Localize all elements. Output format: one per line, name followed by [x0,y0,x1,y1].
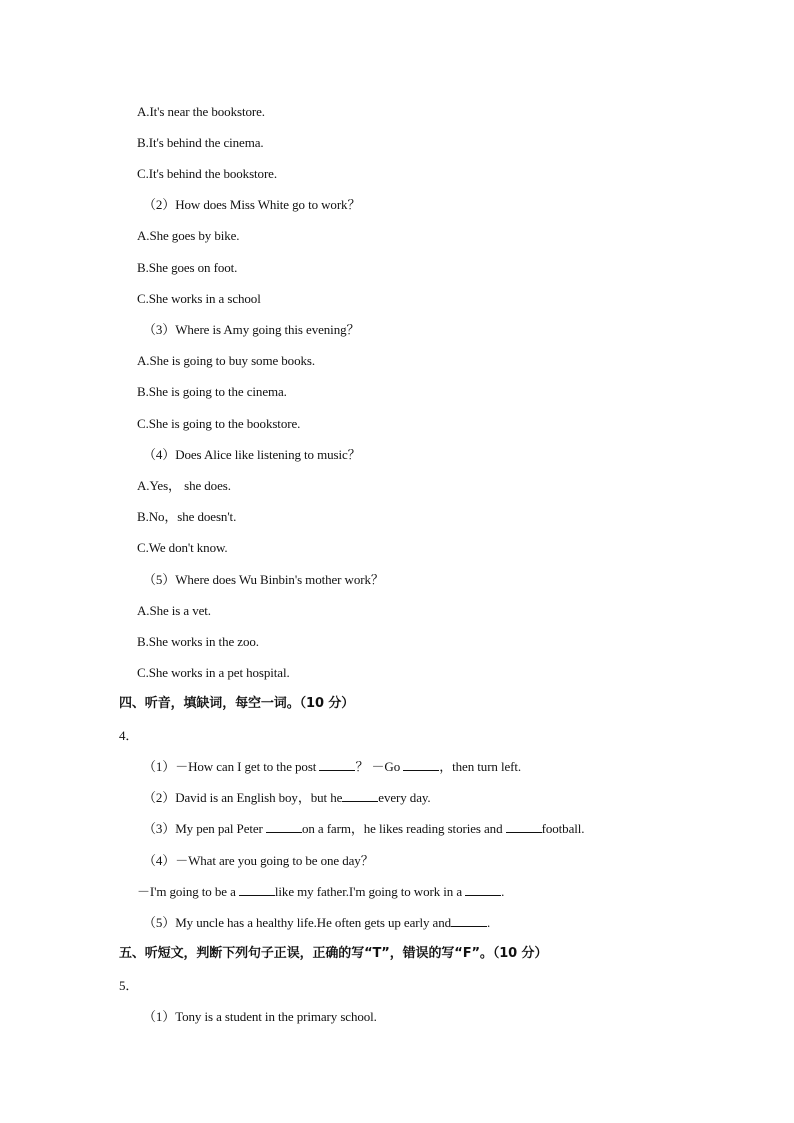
option-q4-b: B.No，she doesn't. [137,509,237,524]
fill-item-3-text-a: （3）My pen pal Peter [143,821,266,836]
fill-item-1 [143,758,521,776]
fill-item-5-text-a: （5）My uncle has a healthy life.He often gets up early and [143,915,452,930]
option-q4-a: A.Yes， she does. [137,478,231,493]
option-q3-a: A.She is going to buy some books. [137,353,315,368]
fill-item-4-text-a: －I'm going to be a [137,884,239,899]
section-4-heading: 四、听音，填缺词，每空一词。（10 分） [119,696,355,711]
question-5: （5）Where does Wu Binbin's mother work？ [143,572,384,587]
fill-item-3 [143,820,584,838]
fill-item-4-text-b: like my father.I'm going to work in a [274,884,466,899]
answer-blank[interactable] [403,758,439,771]
option-q1-c: C.It's behind the bookstore. [137,166,277,181]
fill-item-2-text-a: （2）David is an English boy，but he [143,790,343,805]
answer-blank[interactable] [451,914,487,927]
fill-item-2 [143,789,431,807]
fill-item-4-answer [137,883,504,901]
fill-item-2-text-b: every day. [378,790,431,805]
fill-item-4-question: （4）－What are you going to be one day？ [143,853,374,868]
answer-blank[interactable] [342,789,378,802]
option-q3-b: B.She is going to the cinema. [137,384,287,399]
option-q4-c: C.We don't know. [137,540,228,555]
fill-item-3-text-b: on a farm，he likes reading stories and [301,821,506,836]
option-q5-c: C.She works in a pet hospital. [137,665,290,680]
fill-item-5 [143,914,490,932]
option-q5-b: B.She works in the zoo. [137,634,259,649]
fill-item-4-text-c: . [501,884,505,899]
option-q1-a: A.It's near the bookstore. [137,104,265,119]
option-q2-b: B.She goes on foot. [137,260,238,275]
section-5-number: 5． [119,978,139,993]
question-3: （3）Where is Amy going this evening？ [143,322,360,337]
option-q2-a: A.She goes by bike. [137,228,240,243]
question-2: （2）How does Miss White go to work？ [143,197,361,212]
option-q1-b: B.It's behind the cinema. [137,135,264,150]
answer-blank[interactable] [319,758,355,771]
option-q3-c: C.She is going to the bookstore. [137,416,301,431]
answer-blank[interactable] [266,820,302,833]
fill-item-3-text-c: football. [541,821,585,836]
question-4: （4）Does Alice like listening to music？ [143,447,361,462]
fill-item-1-text-c: ，then turn left. [439,759,522,774]
option-q5-a: A.She is a vet. [137,603,211,618]
answer-blank[interactable] [465,883,501,896]
answer-blank[interactable] [506,820,542,833]
fill-item-5-text-b: . [487,915,491,930]
option-q2-c: C.She works in a school [137,291,261,306]
fill-item-1-text-b: ？ －Go [355,759,404,774]
fill-item-1-text-a: （1）－How can I get to the post [143,759,320,774]
answer-blank[interactable] [239,883,275,896]
section-4-number: 4． [119,728,139,743]
section-5-heading: 五、听短文，判断下列句子正误，正确的写“T”，错误的写“F”。（10 分） [119,946,548,961]
judge-item-1: （1）Tony is a student in the primary school. [143,1009,377,1024]
